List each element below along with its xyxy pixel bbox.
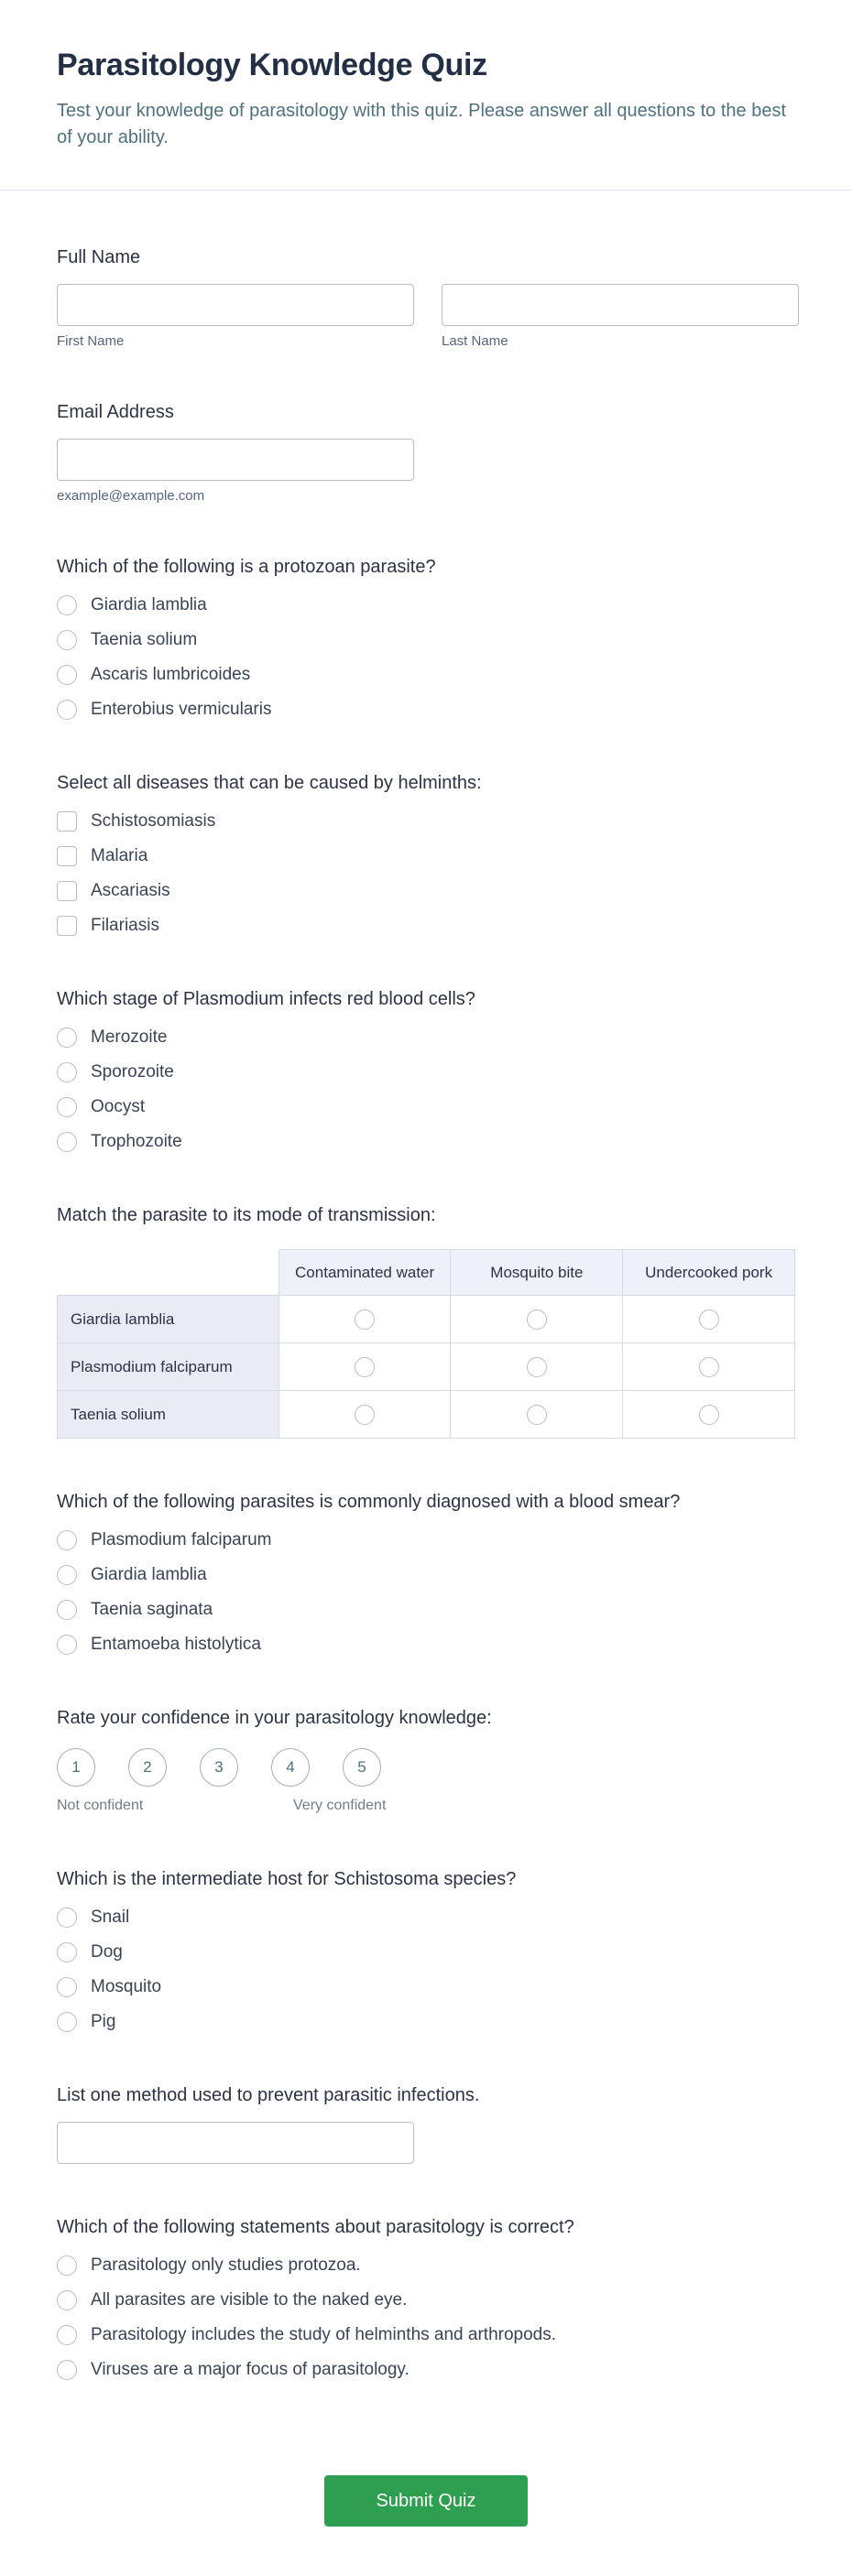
option-label: Parasitology includes the study of helminths and arthropods. (91, 2325, 557, 2344)
matrix-row-header: Plasmodium falciparum (58, 1343, 279, 1391)
radio-icon[interactable] (57, 1132, 77, 1152)
scale-circles (57, 1748, 795, 1787)
option-label: Ascaris lumbricoides (91, 665, 251, 684)
checkbox-icon[interactable] (57, 881, 77, 901)
radio-icon[interactable] (355, 1357, 375, 1377)
option-label: Giardia lamblia (91, 595, 207, 614)
field-blood-smear-question (57, 1490, 795, 1655)
matrix-cell[interactable] (451, 1343, 623, 1391)
statement-options (57, 2255, 795, 2380)
radio-option[interactable] (57, 1942, 795, 1962)
matrix-table (57, 1249, 795, 1439)
full-name-inputs (57, 284, 795, 349)
form-header (0, 0, 852, 190)
radio-option[interactable] (57, 665, 795, 685)
radio-option[interactable] (57, 1097, 795, 1117)
option-label: Entamoeba histolytica (91, 1635, 261, 1654)
radio-icon[interactable] (57, 1062, 77, 1082)
matrix-cell[interactable] (451, 1391, 623, 1439)
field-schistosoma-host-question (57, 1867, 795, 2032)
radio-option[interactable] (57, 2012, 795, 2032)
radio-icon[interactable] (699, 1357, 719, 1377)
radio-option[interactable] (57, 2290, 795, 2310)
scale-option-3[interactable]: 3 (200, 1748, 238, 1787)
first-name-col (57, 284, 414, 349)
radio-icon[interactable] (699, 1405, 719, 1425)
matrix-row (58, 1391, 795, 1439)
option-label: Sporozoite (91, 1062, 174, 1081)
last-name-sublabel: Last Name (442, 333, 508, 349)
confidence-scale-label: Rate your confidence in your parasitology knowledge: (57, 1708, 492, 1728)
option-label: Taenia saginata (91, 1600, 213, 1619)
radio-option[interactable] (57, 1530, 795, 1550)
radio-icon[interactable] (699, 1310, 719, 1330)
field-email (57, 400, 795, 504)
radio-icon[interactable] (57, 1600, 77, 1620)
option-label: Pig (91, 2012, 116, 2031)
radio-icon[interactable] (57, 1908, 77, 1928)
radio-option[interactable] (57, 2255, 795, 2276)
prevention-label: List one method used to prevent parasitic infections. (57, 2085, 480, 2105)
plasmodium-stage-options (57, 1027, 795, 1152)
option-label: Merozoite (91, 1027, 168, 1047)
protozoan-options (57, 595, 795, 720)
matrix-cell[interactable] (623, 1343, 795, 1391)
submit-button[interactable]: Submit Quiz (324, 2475, 528, 2527)
plasmodium-stage-label: Which stage of Plasmodium infects red blood cells? (57, 989, 475, 1009)
radio-icon[interactable] (57, 2325, 77, 2345)
email-input[interactable] (57, 439, 414, 481)
radio-icon[interactable] (355, 1310, 375, 1330)
field-protozoan-question (57, 555, 795, 720)
radio-icon[interactable] (57, 665, 77, 685)
blood-smear-options (57, 1530, 795, 1655)
option-label: All parasites are visible to the naked eye. (91, 2290, 408, 2310)
radio-option[interactable] (57, 700, 795, 720)
matrix-header-row (58, 1250, 795, 1296)
scale-option-1[interactable]: 1 (57, 1748, 95, 1787)
field-helminths-question (57, 771, 795, 936)
option-label: Filariasis (91, 916, 159, 935)
radio-icon[interactable] (57, 630, 77, 650)
scale-option-4[interactable]: 4 (271, 1748, 310, 1787)
radio-icon[interactable] (57, 1530, 77, 1550)
radio-option[interactable] (57, 1908, 795, 1928)
form-body (0, 190, 852, 2576)
radio-icon[interactable] (57, 1027, 77, 1048)
blood-smear-label: Which of the following parasites is commonly diagnosed with a blood smear? (57, 1492, 681, 1512)
radio-option[interactable] (57, 1565, 795, 1585)
matrix-cell[interactable] (623, 1391, 795, 1439)
radio-option[interactable] (57, 2325, 795, 2345)
schistosoma-host-label: Which is the intermediate host for Schistosoma species? (57, 1869, 517, 1889)
checkbox-option[interactable] (57, 811, 795, 831)
matrix-column-header: Contaminated water (279, 1250, 451, 1296)
field-statement-question (57, 2215, 795, 2380)
radio-icon[interactable] (527, 1357, 547, 1377)
option-label: Giardia lamblia (91, 1565, 207, 1584)
option-label: Malaria (91, 846, 148, 865)
option-label: Parasitology only studies protozoa. (91, 2255, 361, 2275)
prevention-inputs (57, 2122, 795, 2164)
email-label: Email Address (57, 402, 174, 422)
option-label: Schistosomiasis (91, 811, 216, 831)
matrix-row (58, 1296, 795, 1343)
option-label: Mosquito (91, 1977, 162, 1996)
checkbox-icon[interactable] (57, 846, 77, 866)
prevention-input[interactable] (57, 2122, 414, 2164)
first-name-sublabel: First Name (57, 333, 125, 349)
matrix-corner-cell (58, 1250, 279, 1296)
radio-icon[interactable] (527, 1405, 547, 1425)
radio-icon[interactable] (57, 2255, 77, 2276)
scale-option-2[interactable]: 2 (128, 1748, 167, 1787)
option-label: Ascariasis (91, 881, 170, 900)
radio-icon[interactable] (527, 1310, 547, 1330)
field-plasmodium-stage-question (57, 987, 795, 1152)
matrix-row (58, 1343, 795, 1391)
radio-icon[interactable] (57, 595, 77, 615)
checkbox-option[interactable] (57, 916, 795, 936)
last-name-col (442, 284, 799, 349)
radio-option[interactable] (57, 2360, 795, 2380)
submit-section (57, 2444, 795, 2576)
radio-option[interactable] (57, 1062, 795, 1082)
matrix-cell[interactable] (623, 1296, 795, 1343)
option-label: Snail (91, 1908, 130, 1927)
checkbox-icon[interactable] (57, 916, 77, 936)
option-label: Taenia solium (91, 630, 198, 649)
matrix-row-header: Taenia solium (58, 1391, 279, 1439)
field-prevention-question (57, 2083, 795, 2164)
scale-option-5[interactable]: 5 (343, 1748, 381, 1787)
radio-icon[interactable] (57, 1977, 77, 1997)
radio-icon[interactable] (57, 2360, 77, 2380)
radio-option[interactable] (57, 1132, 795, 1152)
radio-icon[interactable] (57, 2012, 77, 2032)
matrix-cell[interactable] (279, 1391, 451, 1439)
matrix-column-header: Mosquito bite (451, 1250, 623, 1296)
radio-option[interactable] (57, 630, 795, 650)
field-full-name (57, 245, 795, 349)
matrix-question-label: Match the parasite to its mode of transmission: (57, 1205, 436, 1225)
radio-icon[interactable] (57, 2290, 77, 2310)
option-label: Oocyst (91, 1097, 146, 1116)
checkbox-option[interactable] (57, 881, 795, 901)
scale-labels (57, 1794, 795, 1816)
helminths-options (57, 811, 795, 936)
option-label: Trophozoite (91, 1132, 182, 1151)
email-sublabel: example@example.com (57, 488, 205, 504)
checkbox-icon[interactable] (57, 811, 77, 831)
radio-option[interactable] (57, 595, 795, 615)
radio-icon[interactable] (57, 1565, 77, 1585)
radio-icon[interactable] (57, 1942, 77, 1962)
last-name-input[interactable] (442, 284, 799, 326)
page-title: Parasitology Knowledge Quiz (57, 48, 487, 82)
email-inputs (57, 439, 795, 504)
confidence-scale (57, 1748, 795, 1816)
first-name-input[interactable] (57, 284, 414, 326)
radio-option[interactable] (57, 1027, 795, 1048)
radio-icon[interactable] (355, 1405, 375, 1425)
statement-label: Which of the following statements about parasitology is correct? (57, 2217, 574, 2237)
option-label: Enterobius vermicularis (91, 700, 272, 719)
option-label: Viruses are a major focus of parasitology. (91, 2360, 410, 2379)
matrix-row-header: Giardia lamblia (58, 1296, 279, 1343)
field-confidence-scale (57, 1706, 795, 1816)
radio-icon[interactable] (57, 1097, 77, 1117)
full-name-label: Full Name (57, 247, 141, 267)
scale-max-label: Very confident (293, 1798, 387, 1813)
scale-min-label: Not confident (57, 1798, 144, 1813)
schistosoma-host-options (57, 1908, 795, 2032)
radio-option[interactable] (57, 1977, 795, 1997)
option-label: Dog (91, 1942, 123, 1962)
radio-icon[interactable] (57, 700, 77, 720)
form-subtitle: Test your knowledge of parasitology with this quiz. Please answer all questions to the best of your ability. (57, 101, 786, 147)
option-label: Plasmodium falciparum (91, 1530, 272, 1549)
field-matrix-question (57, 1203, 795, 1439)
radio-option[interactable] (57, 1600, 795, 1620)
prevention-col (57, 2122, 414, 2164)
helminths-question-label: Select all diseases that can be caused by helminths: (57, 773, 482, 793)
matrix-column-header: Undercooked pork (623, 1250, 795, 1296)
matrix-cell[interactable] (279, 1296, 451, 1343)
matrix-cell[interactable] (279, 1343, 451, 1391)
matrix-cell[interactable] (451, 1296, 623, 1343)
protozoan-question-label: Which of the following is a protozoan parasite? (57, 557, 436, 577)
radio-option[interactable] (57, 1635, 795, 1655)
email-col (57, 439, 414, 504)
checkbox-option[interactable] (57, 846, 795, 866)
radio-icon[interactable] (57, 1635, 77, 1655)
